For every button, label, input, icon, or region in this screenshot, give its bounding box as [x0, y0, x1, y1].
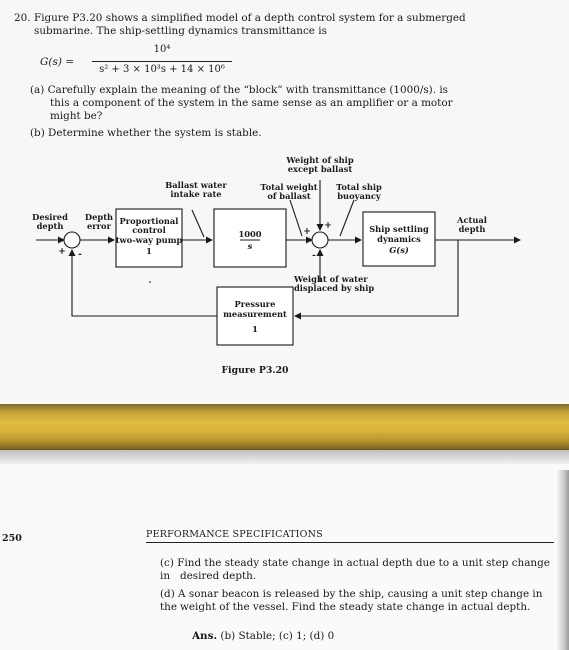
problem-intro-line-1: Figure P3.20 shows a simplified model of a depth control system for a submerged	[34, 12, 466, 24]
part-a-line-2: this a component of the system in the same sense as an amplifier or a motor	[50, 97, 453, 109]
prop-block-line-2: control	[132, 225, 166, 235]
label-error-1: Depth	[84, 212, 114, 222]
label-actual-2: depth	[458, 224, 486, 234]
part-b: (b) Determine whether the system is stable.	[30, 127, 262, 139]
answer-line	[192, 630, 334, 643]
sign-plus-weight: +	[324, 221, 332, 231]
formula-denominator: s² + 3 × 10³s + 14 × 10⁶	[99, 64, 225, 75]
problem-intro-line-2: submarine. The ship-settling dynamics transmittance is	[34, 25, 327, 37]
total-buoyancy-pointer	[340, 200, 354, 236]
page-number: 250	[2, 533, 22, 544]
label-total-ballast-2: of ballast	[267, 191, 311, 201]
print-dot	[149, 281, 151, 283]
answer-text: (b) Stable; (c) 1; (d) 0	[220, 630, 335, 642]
label-total-ballast-1: Total weight	[260, 182, 318, 192]
pressure-block-line-1: Pressure	[234, 299, 276, 309]
sign-minus-feedback: -	[78, 250, 82, 260]
ballast-pointer	[192, 210, 204, 237]
prop-block-gain: 1	[146, 246, 152, 256]
part-d-line-2: weight of the vessel. Find the steady state change in actual depth.	[180, 601, 531, 613]
part-a-line-3: might be?	[50, 110, 103, 122]
ship-block-line-2: dynamics	[377, 234, 421, 244]
part-a-line-1: (a) Carefully explain the meaning of the “block” with transmittance (1000/s). is	[30, 84, 448, 96]
label-displaced-2: displaced by ship	[294, 283, 375, 293]
label-ballast-1: Ballast water	[165, 180, 227, 190]
label-actual-1: Actual	[457, 215, 487, 225]
sign-plus-ballast: +	[303, 227, 311, 237]
header-rule	[146, 542, 554, 543]
summing-junction-2	[312, 232, 328, 248]
part-d-line-1: (d) A sonar beacon is released by the ship, causing a unit step change in the	[160, 588, 543, 613]
label-error-2: error	[87, 221, 111, 231]
running-header: PERFORMANCE SPECIFICATIONS	[146, 529, 323, 540]
sign-plus-input: +	[58, 247, 66, 257]
problem-number: 20.	[14, 12, 31, 24]
pressure-block-line-2: measurement	[223, 309, 287, 319]
ship-block-line-1: Ship settling	[369, 224, 429, 234]
summing-junction-1	[64, 232, 80, 248]
label-total-buoyancy-2: buoyancy	[337, 191, 381, 201]
formula-numerator: 10⁴	[153, 44, 171, 55]
label-weight-except-2: except ballast	[287, 164, 353, 174]
label-desired-2: depth	[36, 221, 64, 231]
label-desired-1: Desired	[32, 212, 68, 222]
prop-block-line-1: Proportional	[119, 216, 179, 226]
label-ballast-2: intake rate	[170, 189, 222, 199]
integrator-denominator: s	[247, 241, 253, 251]
label-total-buoyancy-1: Total ship	[336, 182, 382, 192]
figure-caption: Figure P3.20	[221, 365, 289, 376]
part-c-line-1: (c) Find the steady state change in actual depth due to a unit step change in	[160, 557, 550, 582]
label-weight-except-1: Weight of ship	[286, 155, 354, 165]
page-fold-shadow	[0, 450, 569, 464]
total-ballast-pointer	[290, 200, 302, 236]
label-displaced-1: Weight of water	[294, 274, 368, 284]
pressure-block-gain: 1	[252, 324, 258, 334]
ship-block-line-3: G(s)	[389, 245, 409, 255]
prop-block-line-3: two-way pump	[115, 235, 183, 245]
page-fold	[0, 404, 569, 450]
part-c-line-2: desired depth.	[180, 570, 257, 582]
integrator-numerator: 1000	[238, 229, 262, 239]
formula-lhs: G(s) =	[40, 56, 75, 68]
sign-minus-displaced: -	[312, 251, 316, 261]
answer-label: Ans.	[192, 630, 218, 642]
